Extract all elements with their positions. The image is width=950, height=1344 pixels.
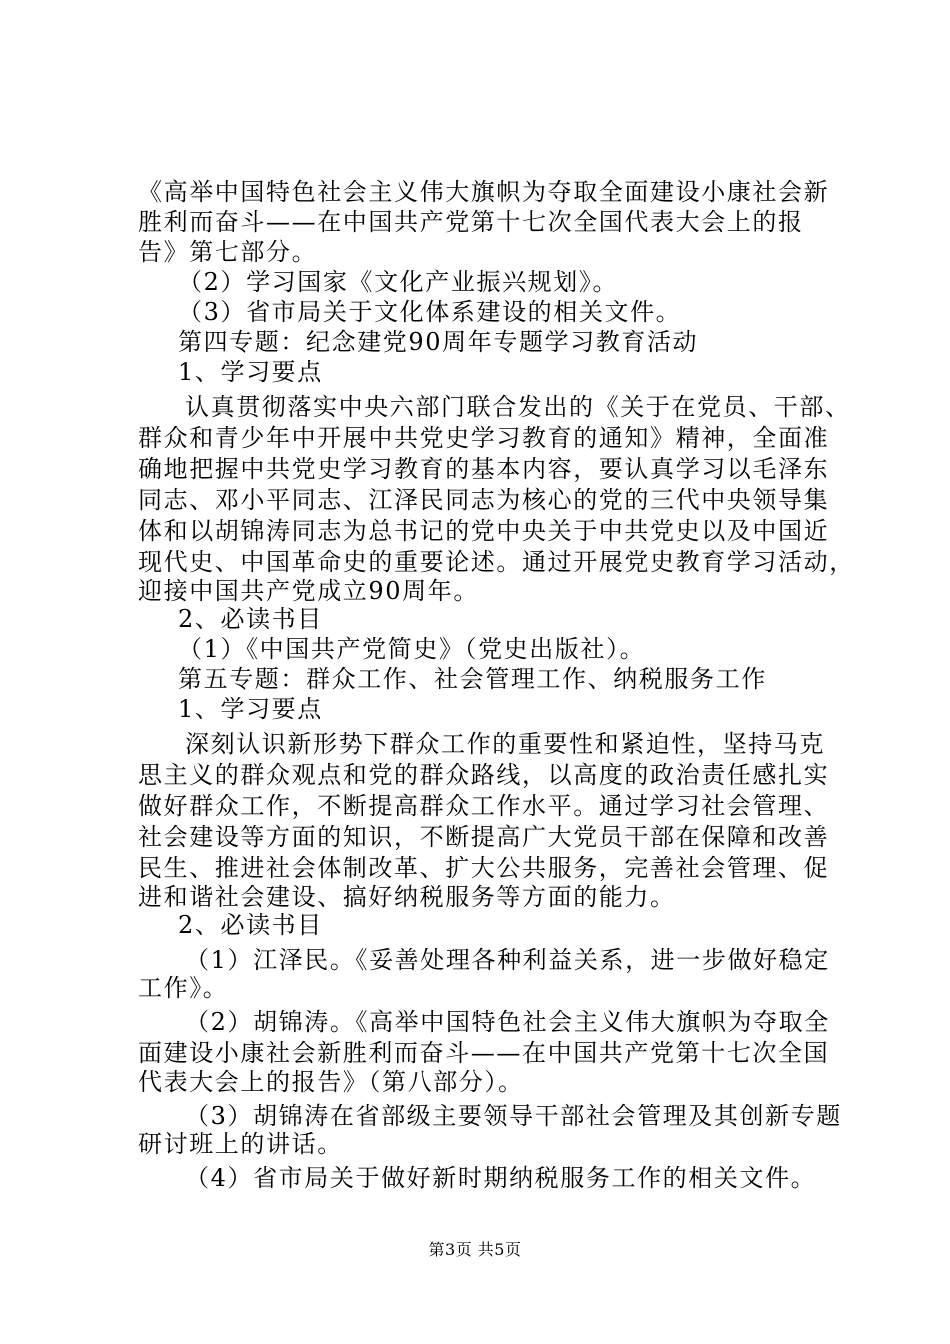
text-line: 做好群众工作，不断提高群众工作水平。通过学习社会管理、 <box>138 792 830 820</box>
text-line: 深刻认识新形势下群众工作的重要性和紧迫性，坚持马克 <box>185 730 825 758</box>
text-line: 进和谐社会建设、搞好纳税服务等方面的能力。 <box>138 883 676 911</box>
subsection-heading: 2、必读书目 <box>178 911 323 939</box>
list-item: （1）江泽民。《妥善处理各种利益关系，进一步做好稳定 <box>185 946 830 974</box>
text-line: 确地把握中共党史学习教育的基本内容，要认真学习以毛泽东 <box>138 455 830 483</box>
subsection-heading: 1、学习要点 <box>178 695 323 723</box>
text-line: 认真贯彻落实中央六部门联合发出的《关于在党员、干部、 <box>185 393 851 421</box>
text-line: 同志、邓小平同志、江泽民同志为核心的党的三代中央领导集 <box>138 486 830 514</box>
list-item: （3）胡锦涛在省部级主要领导干部社会管理及其创新专题 <box>185 1102 842 1130</box>
text-line: 民生、推进社会体制改革、扩大公共服务，完善社会管理、促 <box>138 854 830 882</box>
list-item-continuation: 工作》。 <box>138 974 229 1002</box>
list-item: （2）胡锦涛。《高举中国特色社会主义伟大旗帜为夺取全 <box>185 1008 830 1036</box>
text-line: 体和以胡锦涛同志为总书记的党中央关于中共党史以及中国近 <box>138 517 830 545</box>
subsection-heading: 2、必读书目 <box>178 605 323 633</box>
subsection-heading: 1、学习要点 <box>178 358 323 386</box>
text-line: 群众和青少年中开展中共党史学习教育的通知》精神，全面准 <box>138 424 830 452</box>
text-line: 胜利而奋斗——在中国共产党第十七次全国代表大会上的报 <box>138 208 804 236</box>
text-line: 现代史、中国革命史的重要论述。通过开展党史教育学习活动， <box>138 548 855 576</box>
list-item-continuation: 研讨班上的讲话。 <box>138 1130 343 1158</box>
list-item: （4）省市局关于做好新时期纳税服务工作的相关文件。 <box>185 1164 817 1192</box>
section-heading: 第五专题：群众工作、社会管理工作、纳税服务工作 <box>178 665 767 693</box>
list-item: （1）《中国共产党简史》（党史出版社）。 <box>178 635 646 663</box>
text-line: 告》第七部分。 <box>138 238 318 266</box>
list-item: （2）学习国家《文化产业振兴规划》。 <box>178 268 619 296</box>
list-item-continuation: 代表大会上的报告》（第八部分）。 <box>138 1068 524 1096</box>
text-line: 迎接中国共产党成立90周年。 <box>138 577 479 605</box>
section-heading: 第四专题：纪念建党90周年专题学习教育活动 <box>178 328 699 356</box>
list-item: （3）省市局关于文化体系建设的相关文件。 <box>178 298 682 326</box>
text-line: 思主义的群众观点和党的群众路线，以高度的政治责任感扎实 <box>138 761 830 789</box>
text-line: 社会建设等方面的知识，不断提高广大党员干部在保障和改善 <box>138 823 830 851</box>
list-item-continuation: 面建设小康社会新胜利而奋斗——在中国共产党第十七次全国 <box>138 1039 830 1067</box>
page-number-footer: 第3页 共5页 <box>428 1240 522 1259</box>
text-line: 《高举中国特色社会主义伟大旗帜为夺取全面建设小康社会新 <box>138 178 830 206</box>
